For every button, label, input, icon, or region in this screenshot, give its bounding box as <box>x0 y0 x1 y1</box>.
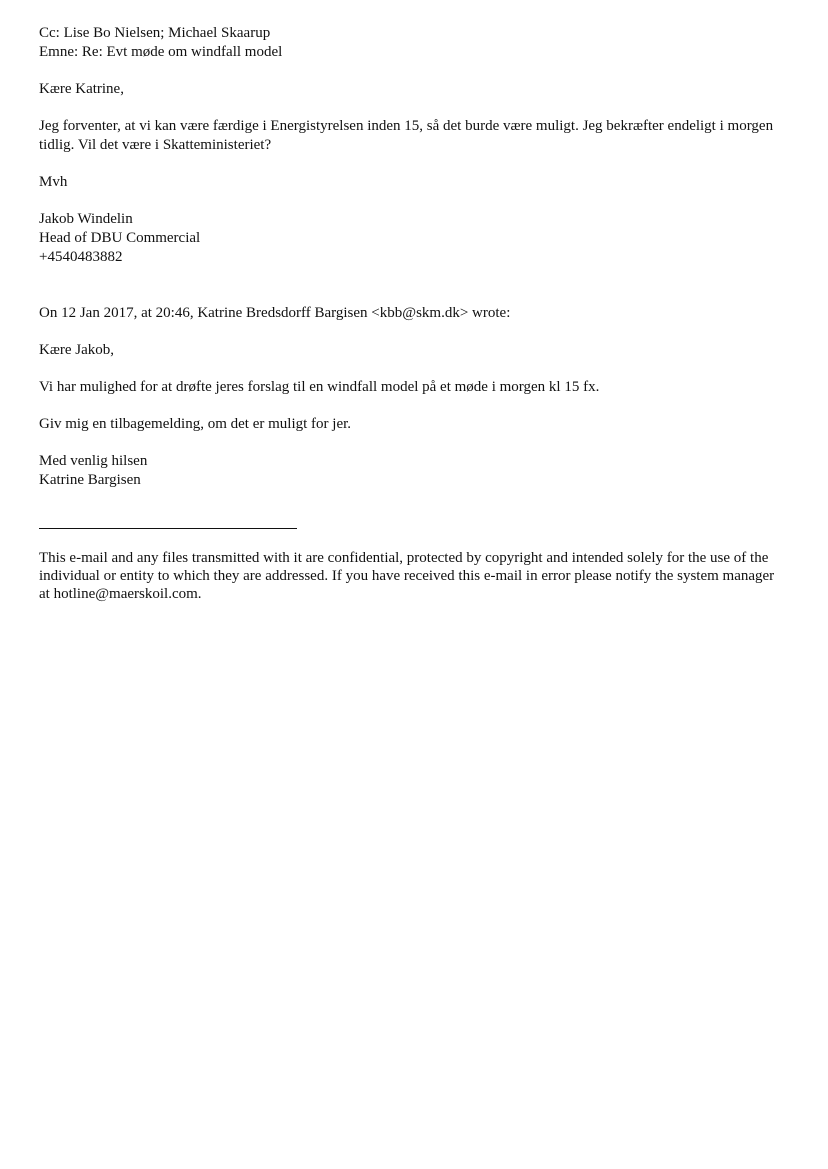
signature-title: Head of DBU Commercial <box>39 230 201 246</box>
subject-line: Emne: Re: Evt møde om windfall model <box>39 44 283 60</box>
email-header <box>39 24 784 62</box>
quoted-body-1: Vi har mulighed for at drøfte jeres forslag til en windfall model på et møde i morgen kl 15 fx. <box>39 379 600 395</box>
reply-message <box>39 80 784 267</box>
reply-greeting: Kære Katrine, <box>39 81 124 97</box>
quote-attribution: On 12 Jan 2017, at 20:46, Katrine Bredsdorff Bargisen <kbb@skm.dk> wrote: <box>39 305 511 321</box>
quoted-closing: Med venlig hilsen <box>39 453 148 469</box>
quoted-signature <box>39 452 784 490</box>
signature-name: Jakob Windelin <box>39 211 133 227</box>
confidentiality-disclaimer: This e-mail and any files transmitted with it are confidential, protected by copyright and intended solely for the use of the individual or entity to which they are addressed. If you have received this e-mail in error please notify the system manager at hotline@maerskoil.com. <box>39 550 775 602</box>
cc-line: Cc: Lise Bo Nielsen; Michael Skaarup <box>39 25 271 41</box>
reply-signature <box>39 210 784 267</box>
quoted-message <box>39 304 784 490</box>
quoted-signature-name: Katrine Bargisen <box>39 472 141 488</box>
quoted-body-2: Giv mig en tilbagemelding, om det er muligt for jer. <box>39 416 352 432</box>
email-document <box>39 24 784 603</box>
signature-phone: +4540483882 <box>39 249 123 265</box>
quoted-greeting: Kære Jakob, <box>39 342 114 358</box>
reply-closing: Mvh <box>39 174 68 190</box>
reply-body: Jeg forventer, at vi kan være færdige i Energistyrelsen inden 15, så det burde være muligt. Jeg bekræfter endeligt i morgen tidlig. Vil det være i Skatteministeriet? <box>39 118 774 153</box>
